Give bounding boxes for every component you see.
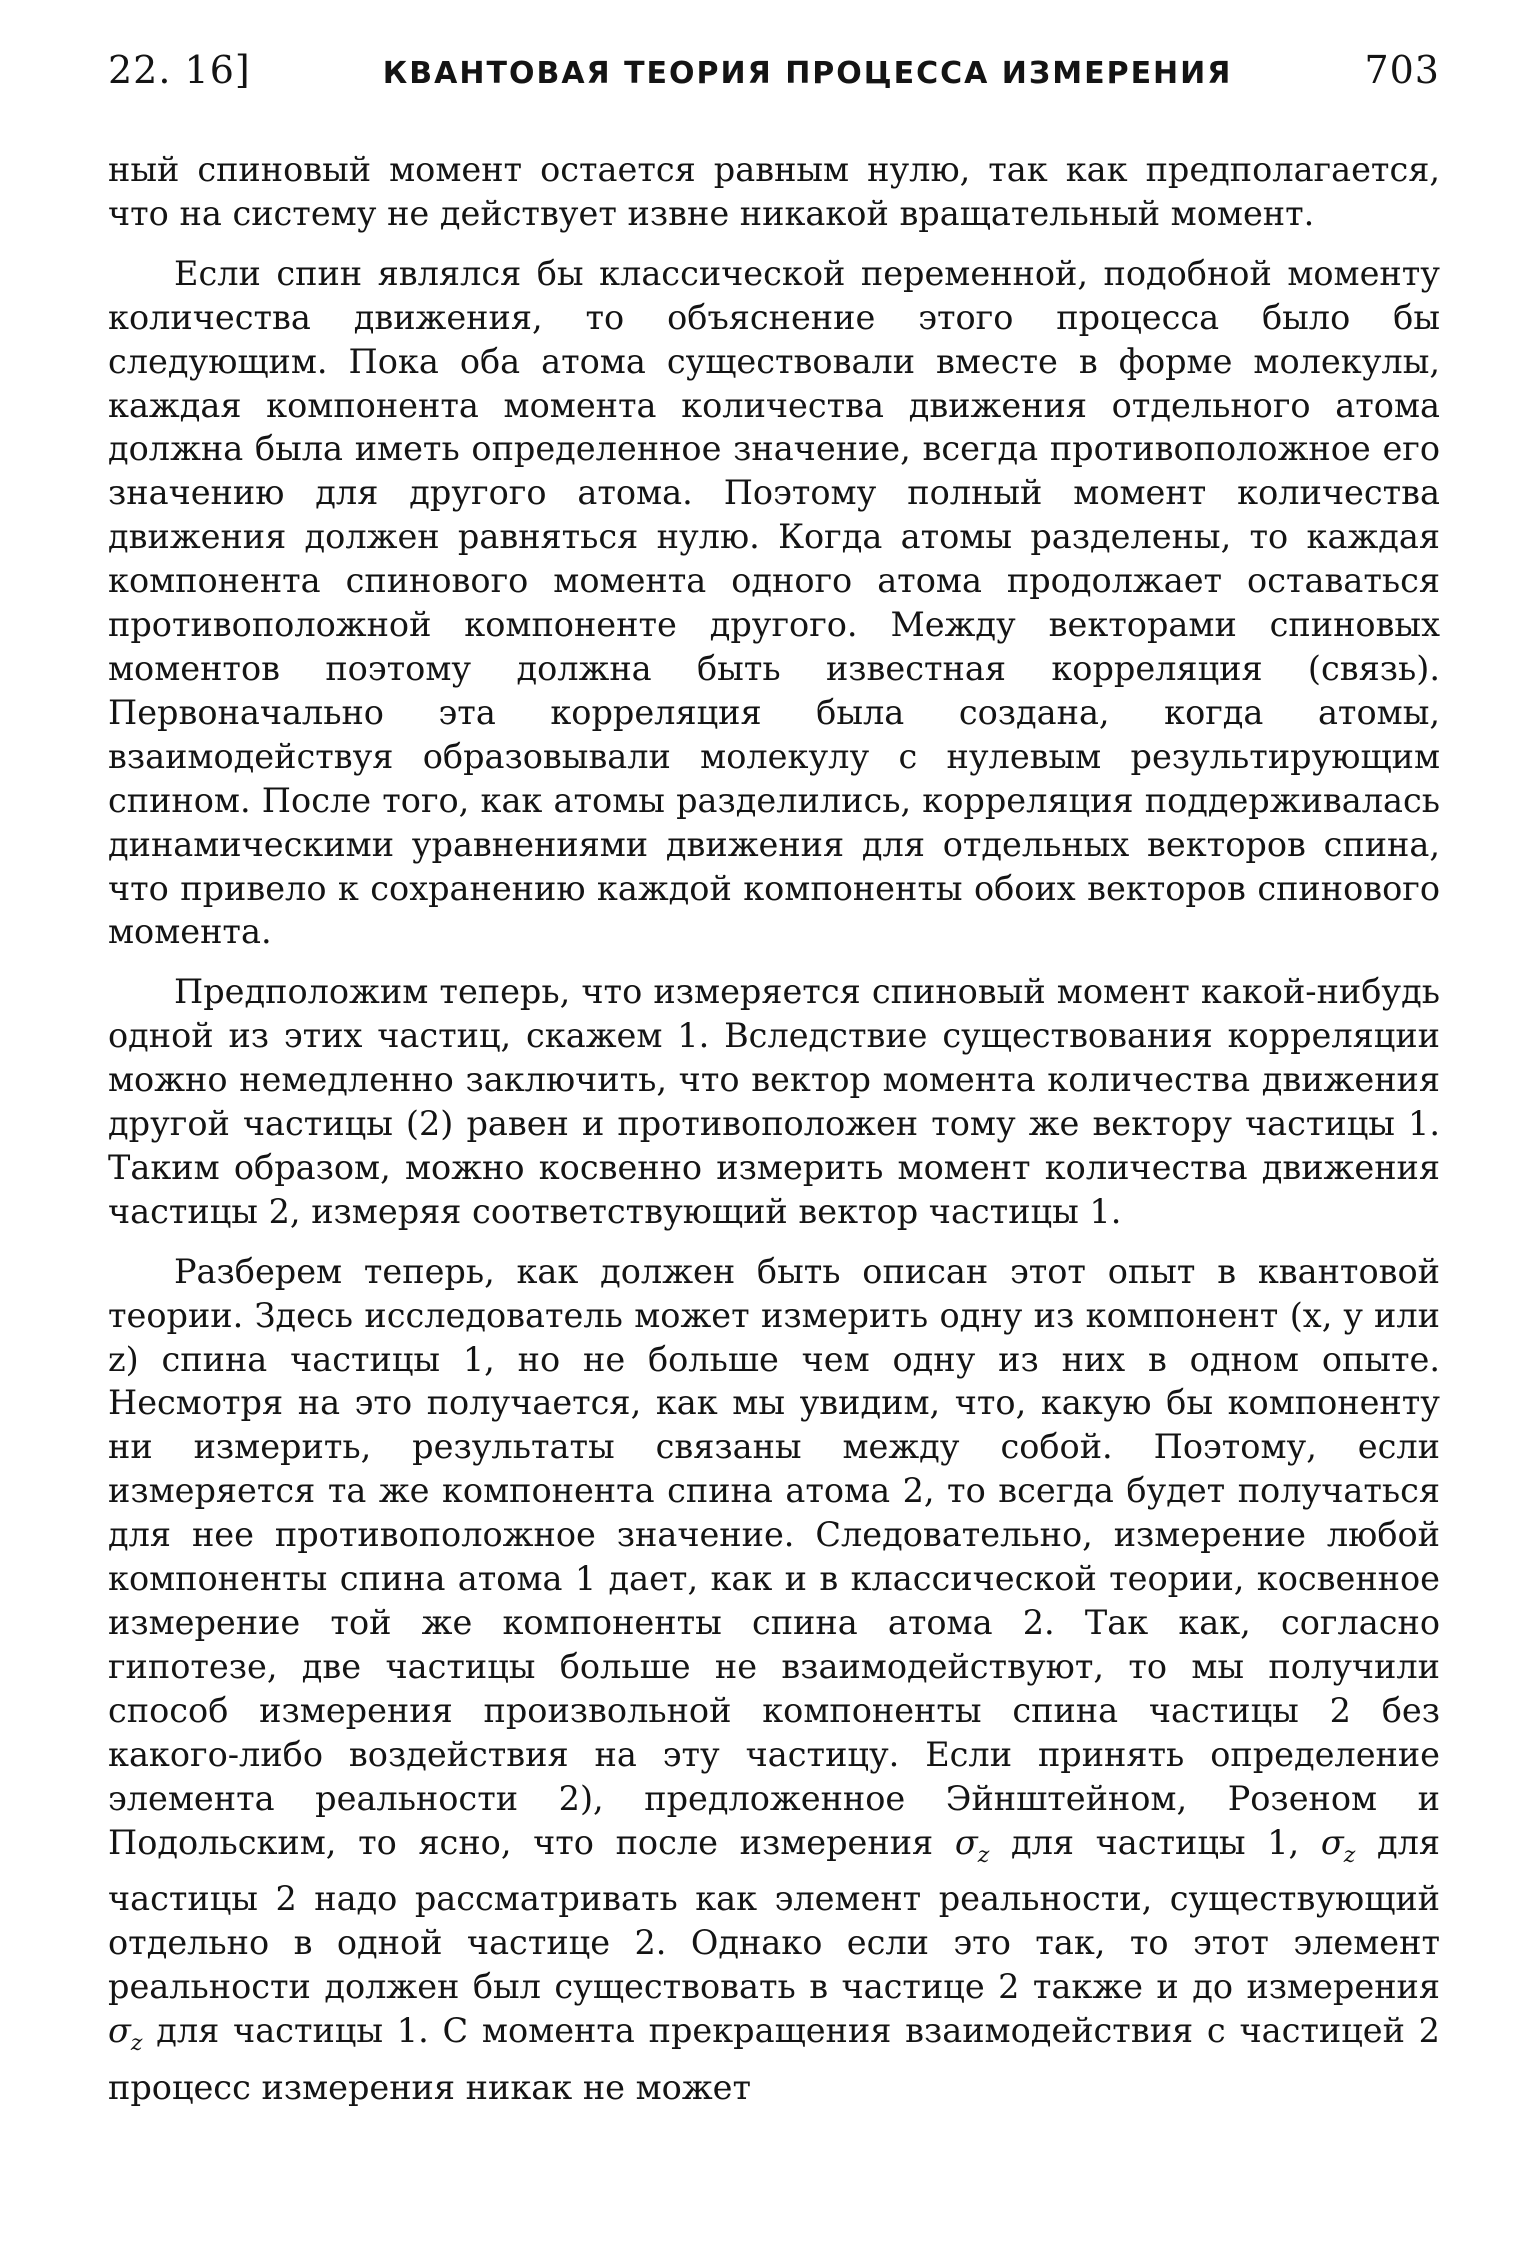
paragraph-text-part: Разберем теперь, как должен быть описан этот опыт в квантовой теории. Здесь исследователь может измерить одну из компонент (x, y или z) спина частицы 1, но не больше чем одну из них в одном опыте. Несмотря на это получается, как мы увидим, что, какую бы компоненту ни измерить, результаты связаны между собой. Поэтому, если измеряется та же компонента спина атома 2, то всегда будет получаться для нее противоположное значение. Следовательно, измерение любой компоненты спина атома 1 дает, как и в классической теории, косвенное измерение той же компоненты спина атома 2. Так как, согласно гипотезе, две частицы больше не взаимодействуют, то мы получили способ измерения произвольной компоненты спина частицы 2 без какого-либо воздействия на эту частицу. Если принять определение элемента реальности 2), предложенное Эйнштейном, Розеном и Подольским, то ясно, что после измерения [108, 1251, 1440, 1862]
paragraph-quantum-theory [108, 1250, 1440, 2110]
paragraph-text-part: для частицы 2 надо рассматривать как элемент реальности, существующий отдельно в одной частице 2. Однако если это так, то этот элемент реальности должен был существовать в частице 2 также и до измерения [108, 1822, 1441, 2007]
sigma-symbol: σ [1320, 1822, 1344, 1862]
page-body [108, 148, 1440, 2110]
sigma-subscript: z [1343, 1842, 1356, 1868]
running-header [108, 48, 1440, 108]
sigma-symbol: σ [108, 2011, 131, 2051]
book-page [108, 48, 1440, 2110]
paragraph-text-part: для частицы 1. С момента прекращения взаимодействия с частицей 2 процесс измерения никак не может [108, 2011, 1440, 2108]
sigma-subscript: z [130, 2031, 143, 2057]
paragraph-continued: ный спиновый момент остается равным нулю, так как предполагается, что на систему не действует извне никакой вращательный момент. [108, 150, 1440, 233]
section-number: 22. 16] [108, 48, 251, 92]
sigma-symbol: σ [954, 1822, 978, 1862]
paragraph-classical-spin: Если спин являлся бы классической переменной, подобной моменту количества движения, то объяснение этого процесса было бы следующим. Пока оба атома существовали вместе в форме молекулы, каждая компонента момента количества движения отдельного атома должна была иметь определенное значение, всегда противоположное его значению для другого атома. Поэтому полный момент количества движения должен равняться нулю. Когда атомы разделены, то каждая компонента спинового момента одного атома продолжает оставаться противоположной компоненте другого. Между векторами спиновых моментов поэтому должна быть известная корреляция (связь). Первоначально эта корреляция была создана, когда атомы, взаимодействуя образовывали молекулу с нулевым результирующим спином. После того, как атомы разделились, корреляция поддерживалась динамическими уравнениями движения для отдельных векторов спина, что привело к сохранению каждой компоненты обоих векторов спинового момента. [108, 253, 1440, 952]
paragraph-text-part: для частицы 1, [1010, 1822, 1300, 1862]
page-number: 703 [1364, 48, 1440, 92]
paragraph-measurement: Предположим теперь, что измеряется спиновый момент какой-нибудь одной из этих частиц, скажем 1. Вследствие существования корреляции можно немедленно заключить, что вектор момента количества движения другой частицы (2) равен и противоположен тому же вектору частицы 1. Таким образом, можно косвенно измерить момент количества движения частицы 2, измеряя соответствующий вектор частицы 1. [108, 972, 1440, 1231]
sigma-subscript: z [977, 1842, 990, 1868]
running-title: КВАНТОВАЯ ТЕОРИЯ ПРОЦЕССА ИЗМЕРЕНИЯ [382, 56, 1233, 91]
